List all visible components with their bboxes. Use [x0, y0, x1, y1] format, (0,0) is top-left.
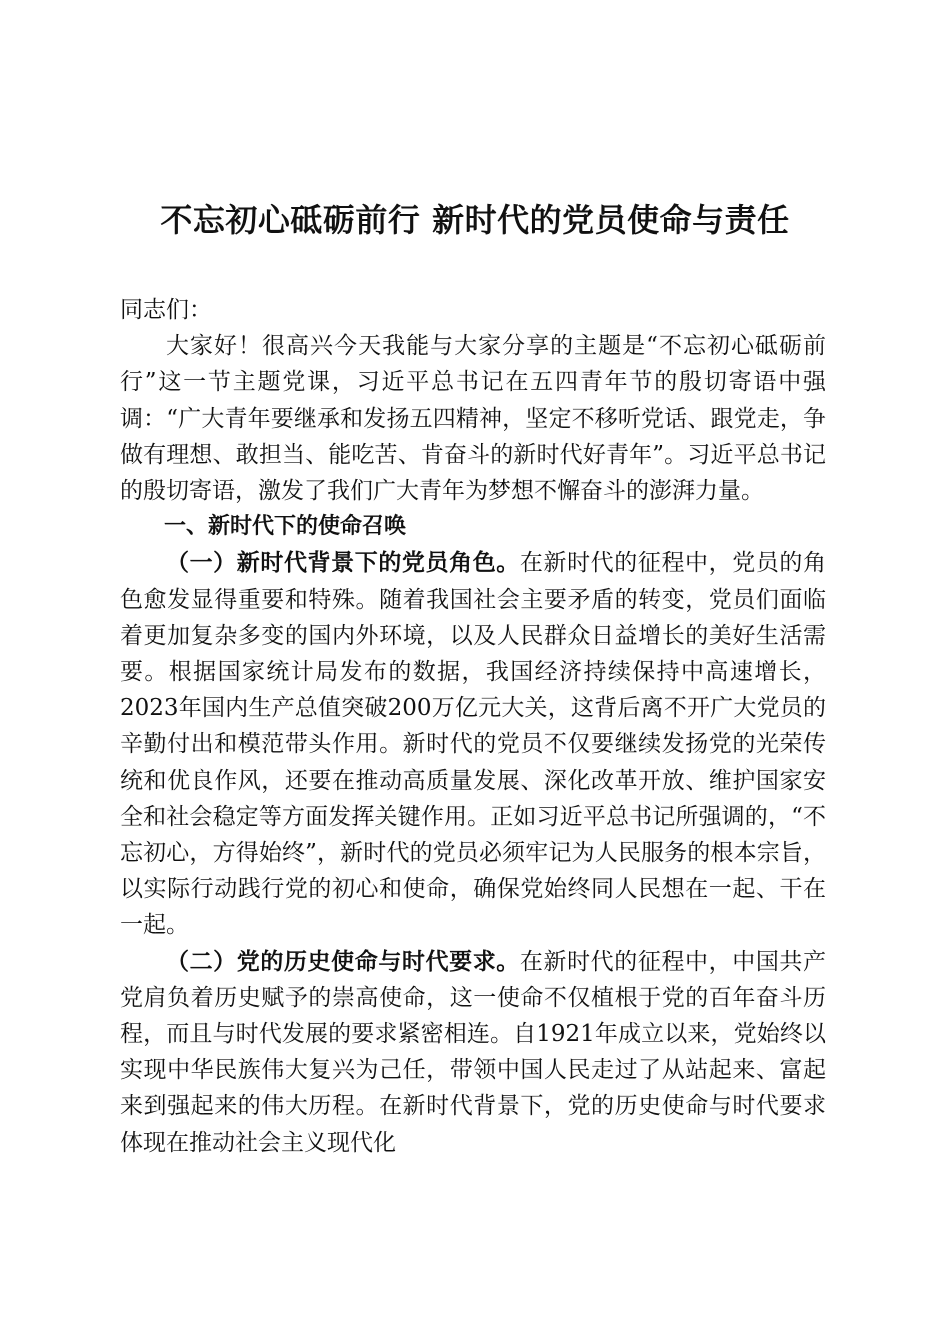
section-heading-1: 一、新时代下的使命召唤 [164, 514, 407, 540]
subsection-2-paragraph [120, 944, 826, 1161]
subsection-2-heading: （二）党的历史使命与时代要求。 [166, 947, 520, 975]
subsection-1-heading: （一）新时代背景下的党员角色。 [166, 549, 520, 577]
salutation: 同志们： [120, 297, 212, 323]
document-body [120, 292, 826, 1161]
document-title: 不忘初心砥砺前行 新时代的党员使命与责任 [160, 201, 790, 239]
subsection-1-paragraph [120, 545, 826, 943]
intro-paragraph: 大家好！很高兴今天我能与大家分享的主题是“不忘初心砥砺前行”这一节主题党课，习近平总书记在五四青年节的殷切寄语中强调：“广大青年要继承和发扬五四精神，坚定不移听党话、跟党走，争做有理想、敢担当、能吃苦、肯奋斗的新时代好青年”。习近平总书记的殷切寄语，激发了我们广大青年为梦想不懈奋斗的澎湃力量。 [120, 333, 826, 505]
subsection-2-text: 在新时代的征程中，中国共产党肩负着历史赋予的崇高使命，这一使命不仅植根于党的百年奋斗历程，而且与时代发展的要求紧密相连。自1921年成立以来，党始终以实现中华民族伟大复兴为己任，带领中国人民走过了从站起来、富起来到强起来的伟大历程。在新时代背景下，党的历史使命与时代要求体现在推动社会主义现代化 [120, 948, 827, 1156]
subsection-1-text: 在新时代的征程中，党员的角色愈发显得重要和特殊。随着我国社会主要矛盾的转变，党员们面临着更加复杂多变的国内外环境，以及人民群众日益增长的美好生活需要。根据国家统计局发布的数据，我国经济持续保持中高速增长，2023年国内生产总值突破200万亿元大关，这背后离不开广大党员的辛勤付出和模范带头作用。新时代的党员不仅要继续发扬党的光荣传统和优良作风，还要在推动高质量发展、深化改革开放、维护国家安全和社会稳定等方面发挥关键作用。正如习近平总书记所强调的，“不忘初心，方得始终”，新时代的党员必须牢记为人民服务的根本宗旨，以实际行动践行党的初心和使命，确保党始终同人民想在一起、干在一起。 [120, 550, 827, 939]
